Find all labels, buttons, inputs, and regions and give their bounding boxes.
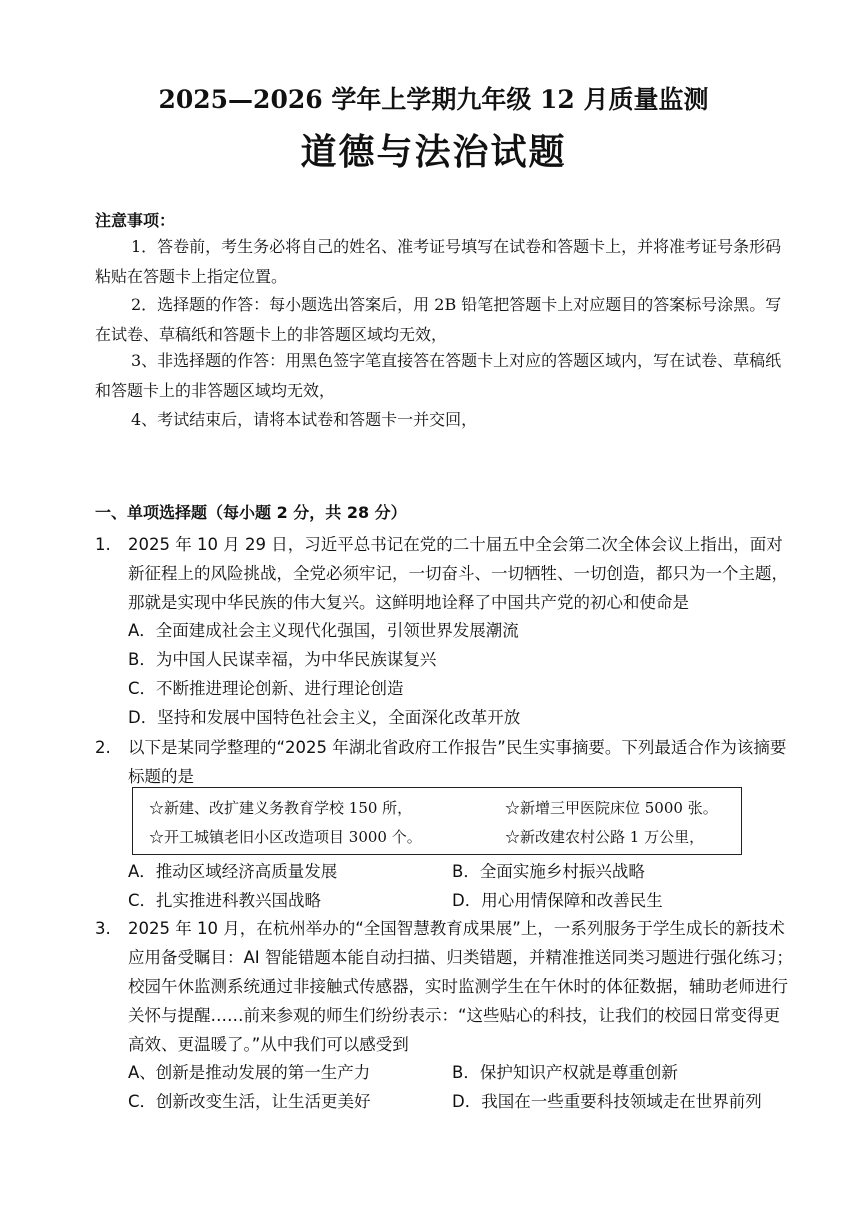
question-number: 1.: [95, 535, 111, 554]
question-2: [95, 733, 795, 791]
notice-item-1: 1．答卷前，考生务必将自己的姓名、准考证号填写在试卷和答题卡上，并将准考证号条形码粘贴在答题卡上指定位置。: [95, 237, 782, 286]
question-3: [95, 914, 795, 1059]
exam-title: 道德与法治试题: [300, 131, 567, 173]
summary-item-3: ☆开工城镇老旧小区改造项目 3000 个。: [149, 828, 422, 846]
section-title: 一、单项选择题（每小题 2 分，共 28 分）: [95, 503, 407, 522]
question-1: [95, 530, 795, 617]
notice-item-3: 3、非选择题的作答：用黑色签字笔直接答在答题卡上对应的答题区域内，写在试卷、草稿纸和答题卡上的非答题区域均无效，: [95, 351, 782, 400]
question-number: 3.: [95, 919, 111, 938]
q2-option-d: D．用心用情保障和改善民生: [452, 891, 663, 910]
summary-item-1: ☆新建、改扩建义务教育学校 150 所，: [149, 799, 413, 817]
q1-option-a: A．全面建成社会主义现代化强国，引领世界发展潮流: [128, 621, 519, 640]
question-text: 2025 年 10 月，在杭州举办的“全国智慧教育成果展”上，一系列服务于学生成长的新技术应用备受瞩目：AI 智能错题本能自动扫描、归类错题，并精准推送同类习题进行强化练习；校园午休监测系统通过非接触式传感器，实时监测学生在午休时的体征数据，辅助老师进行关怀与提醒……前来参观的师生们纷纷表示：“这些贴心的科技，让我们的校园日常变得更高效、更温暖了。”从中我们可以感受到: [128, 919, 793, 1054]
q2-option-c: C．扎实推进科教兴国战略: [128, 891, 322, 910]
q3-option-a: A、创新是推动发展的第一生产力: [128, 1063, 371, 1082]
summary-box: [132, 787, 742, 855]
notice-item-4: 4、考试结束后，请将本试卷和答题卡一并交回，: [131, 410, 478, 429]
notice-heading: 注意事项：: [95, 211, 176, 230]
notice-item-2: 2．选择题的作答：每小题选出答案后，用 2B 铅笔把答题卡上对应题目的答案标号涂黑。写在试卷、草稿纸和答题卡上的非答题区域均无效，: [95, 295, 782, 344]
q1-option-b: B．为中国人民谋幸福，为中华民族谋复兴: [128, 650, 437, 669]
q2-option-b: B．全面实施乡村振兴战略: [452, 862, 645, 881]
question-text: 2025 年 10 月 29 日，习近平总书记在党的二十届五中全会第二次全体会议上指出，面对新征程上的风险挑战，全党必须牢记，一切奋斗、一切牺牲、一切创造，都只为一个主题，那就是实现中华民族的伟大复兴。这鲜明地诠释了中国共产党的初心和使命是: [128, 535, 788, 612]
q3-option-b: B．保护知识产权就是尊重创新: [452, 1063, 678, 1082]
summary-item-2: ☆新增三甲医院床位 5000 张。: [505, 799, 718, 817]
q1-option-d: D．坚持和发展中国特色社会主义，全面深化改革开放: [128, 708, 521, 727]
question-number: 2.: [95, 738, 111, 757]
q3-option-c: C．创新改变生活，让生活更美好: [128, 1092, 371, 1111]
q3-option-d: D．我国在一些重要科技领域走在世界前列: [452, 1092, 762, 1111]
q1-option-c: C．不断推进理论创新、进行理论创造: [128, 679, 404, 698]
summary-item-4: ☆新改建农村公路 1 万公里，: [505, 828, 705, 846]
exam-subtitle: 2025—2026 学年上学期九年级 12 月质量监测: [158, 85, 709, 114]
question-text: 以下是某同学整理的“2025 年湖北省政府工作报告”民生实事摘要。下列最适合作为该摘要标题的是: [128, 738, 787, 786]
q2-option-a: A．推动区域经济高质量发展: [128, 862, 338, 881]
